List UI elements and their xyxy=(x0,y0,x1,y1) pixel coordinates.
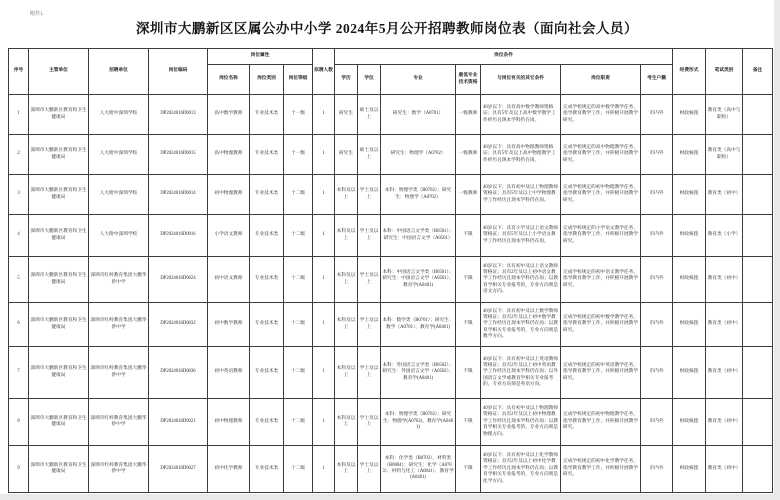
cell-education: 研究生 xyxy=(335,135,358,175)
cell-funding: 财政核拨 xyxy=(673,135,706,175)
cell-job-category: 专业技术类 xyxy=(250,215,284,257)
col-header-employer: 招聘单位 xyxy=(89,49,149,95)
cell-major: 本科：物理学类（B0702）；研究生：物理学（A0702） xyxy=(381,175,456,215)
cell-job-category: 专业技术类 xyxy=(250,95,284,135)
cell-remarks xyxy=(743,303,773,347)
cell-major: 本科：数学类（B0701）；研究生：数学（A0701）、教育学(A0401) xyxy=(381,303,456,347)
cell-authority: 深圳市大鹏新区教育和卫生健康局 xyxy=(29,303,89,347)
cell-duties: 完成学校规定的小学语文教学任务，指导教育教学工作，并积极开展教学研究。 xyxy=(561,215,641,257)
cell-min-qualification: 不限 xyxy=(456,347,481,399)
cell-duties: 完成学校规定的初中数学教学任务，指导教育教学工作，并积极开展教学研究。 xyxy=(561,303,641,347)
col-header-exam-category: 笔试类别 xyxy=(706,49,743,95)
cell-authority: 深圳市大鹏新区教育和卫生健康局 xyxy=(29,135,89,175)
cell-major: 本科：化学类（B0703）、材料类（B0804）；研究生：化学（A0703）、材料与化工（A0841）、教育学(A0401) xyxy=(381,446,456,493)
cell-min-qualification: 一级教师 xyxy=(456,135,481,175)
cell-education: 本科及以上 xyxy=(335,175,358,215)
cell-job-code: DP2024016D0013 xyxy=(149,95,208,135)
cell-index: 5 xyxy=(9,257,29,303)
cell-residency: 市内外 xyxy=(641,257,673,303)
cell-employer: 深圳市红岭教育集团大鹏华侨中学 xyxy=(89,347,149,399)
cell-other-conditions: 40岁以下；具有高中数学教师资格证；具有5年及以上高中数学教学工作经历且现本学科仍在岗。 xyxy=(481,95,561,135)
cell-major: 本科：外国语言文学类（B0502）；研究生：外国语言文学（A0502）、教育学(A0401) xyxy=(381,347,456,399)
cell-funding: 财政核拨 xyxy=(673,175,706,215)
cell-job-code: DP2024016D0024 xyxy=(149,257,208,303)
cell-degree: 学士及以上 xyxy=(358,215,381,257)
cell-job-title: 初中化学教师 xyxy=(208,446,250,493)
cell-job-grade: 十二级 xyxy=(284,303,313,347)
cell-remarks xyxy=(743,257,773,303)
col-header-job-category: 岗位类别 xyxy=(250,65,284,95)
cell-job-title: 初中英语教师 xyxy=(208,347,250,399)
col-header-index: 序号 xyxy=(9,49,29,95)
cell-min-qualification: 不限 xyxy=(456,303,481,347)
page-title: 深圳市大鹏新区区属公办中小学 2024年5月公开招聘教师岗位表（面向社会人员） xyxy=(135,21,639,36)
cell-funding: 财政核拨 xyxy=(673,446,706,493)
cell-authority: 深圳市大鹏新区教育和卫生健康局 xyxy=(29,399,89,446)
cell-exam-category: 教育类（初中） xyxy=(706,175,743,215)
cell-degree: 学士及以上 xyxy=(358,399,381,446)
col-header-degree: 学位 xyxy=(358,65,381,95)
cell-job-title: 高中物理教师 xyxy=(208,135,250,175)
cell-employer: 人大附中深圳学校 xyxy=(89,95,149,135)
cell-authority: 深圳市大鹏新区教育和卫生健康局 xyxy=(29,257,89,303)
cell-authority: 深圳市大鹏新区教育和卫生健康局 xyxy=(29,175,89,215)
cell-duties: 完成学校规定的高中数学教学任务，指导教育教学工作，并积极开展教学研究。 xyxy=(561,95,641,135)
col-header-residency: 考生户籍 xyxy=(641,65,673,95)
cell-headcount: 1 xyxy=(313,347,335,399)
cell-job-category: 专业技术类 xyxy=(250,135,284,175)
cell-residency: 市内外 xyxy=(641,95,673,135)
cell-employer: 深圳市红岭教育集团大鹏华侨中学 xyxy=(89,303,149,347)
cell-job-title: 初中物理教师 xyxy=(208,399,250,446)
cell-residency: 市内外 xyxy=(641,347,673,399)
table-row xyxy=(9,257,773,303)
cell-job-category: 专业技术类 xyxy=(250,303,284,347)
cell-funding: 财政核拨 xyxy=(673,257,706,303)
table-row xyxy=(9,135,773,175)
cell-residency: 市内外 xyxy=(641,135,673,175)
col-header-cond-group: 岗位条件 xyxy=(335,49,673,65)
cell-funding: 财政核拨 xyxy=(673,347,706,399)
cell-education: 本科及以上 xyxy=(335,303,358,347)
cell-headcount: 1 xyxy=(313,135,335,175)
cell-min-qualification: 不限 xyxy=(456,257,481,303)
cell-headcount: 1 xyxy=(313,257,335,303)
cell-remarks xyxy=(743,215,773,257)
cell-residency: 市内外 xyxy=(641,215,673,257)
cell-education: 本科及以上 xyxy=(335,446,358,493)
table-row xyxy=(9,347,773,399)
cell-min-qualification: 一级教师 xyxy=(456,175,481,215)
cell-residency: 市内外 xyxy=(641,175,673,215)
cell-education: 本科及以上 xyxy=(335,347,358,399)
cell-job-code: DP2024016D0027 xyxy=(149,446,208,493)
table-row xyxy=(9,175,773,215)
cell-employer: 深圳市红岭教育集团大鹏华侨中学 xyxy=(89,399,149,446)
cell-major: 研究生：物理学（A0702） xyxy=(381,135,456,175)
cell-job-code: DP2024016D0021 xyxy=(149,399,208,446)
job-table xyxy=(8,48,773,493)
cell-headcount: 1 xyxy=(313,215,335,257)
cell-degree: 学士及以上 xyxy=(358,347,381,399)
cell-employer: 人大附中深圳学校 xyxy=(89,175,149,215)
cell-exam-category: 教育类（初中） xyxy=(706,399,743,446)
cell-job-title: 初中物理教师 xyxy=(208,175,250,215)
cell-exam-category: 教育类（初中） xyxy=(706,257,743,303)
cell-employer: 人大附中深圳学校 xyxy=(89,135,149,175)
cell-remarks xyxy=(743,446,773,493)
cell-funding: 财政核拨 xyxy=(673,303,706,347)
cell-exam-category: 教育类（初中） xyxy=(706,303,743,347)
cell-exam-category: 教育类（初中） xyxy=(706,446,743,493)
cell-duties: 完成学校规定的初中英语教学任务，指导教育教学工作，并积极开展教学研究。 xyxy=(561,347,641,399)
cell-funding: 财政核拨 xyxy=(673,399,706,446)
cell-headcount: 1 xyxy=(313,303,335,347)
cell-education: 研究生 xyxy=(335,95,358,135)
cell-residency: 市内外 xyxy=(641,303,673,347)
cell-duties: 完成学校规定的初中化学教学任务，指导教育教学工作，并积极开展教学研究。 xyxy=(561,446,641,493)
cell-job-grade: 十一级 xyxy=(284,95,313,135)
cell-job-category: 专业技术类 xyxy=(250,347,284,399)
cell-other-conditions: 40岁以下；具有初中及以上物理教师资格证；具有5年及以上中学物理教学工作经历且现本学科仍在岗。 xyxy=(481,175,561,215)
table-row xyxy=(9,399,773,446)
cell-other-conditions: 40岁以下；具有高中物理教师资格证；具有5年及以上高中物理教学工作经历且现本学科仍在岗。 xyxy=(481,135,561,175)
cell-remarks xyxy=(743,399,773,446)
cell-headcount: 1 xyxy=(313,399,335,446)
cell-job-title: 小学语文教师 xyxy=(208,215,250,257)
cell-degree: 硕士及以上 xyxy=(358,95,381,135)
cell-employer: 人大附中深圳学校 xyxy=(89,215,149,257)
cell-job-grade: 十二级 xyxy=(284,215,313,257)
cell-headcount: 1 xyxy=(313,175,335,215)
table-row xyxy=(9,303,773,347)
cell-employer: 深圳市红岭教育集团大鹏华侨中学 xyxy=(89,257,149,303)
cell-min-qualification: 不限 xyxy=(456,215,481,257)
cell-index: 9 xyxy=(9,446,29,493)
cell-degree: 学士及以上 xyxy=(358,446,381,493)
cell-index: 1 xyxy=(9,95,29,135)
col-header-job-code: 岗位编码 xyxy=(149,49,208,95)
cell-job-category: 专业技术类 xyxy=(250,175,284,215)
cell-authority: 深圳市大鹏新区教育和卫生健康局 xyxy=(29,347,89,399)
table-row xyxy=(9,215,773,257)
cell-major: 本科：物理学类（B0702）；研究生：物理学(A0702)、教育学(A0401) xyxy=(381,399,456,446)
cell-remarks xyxy=(743,347,773,399)
col-header-attr-group: 岗位属性 xyxy=(208,49,313,65)
cell-job-title: 初中数学教师 xyxy=(208,303,250,347)
cell-employer: 深圳市红岭教育集团大鹏华侨中学 xyxy=(89,446,149,493)
col-header-authority: 主管单位 xyxy=(29,49,89,95)
cell-duties: 完成学校规定的初中物理教学任务，指导教育教学工作，并积极开展教学研究。 xyxy=(561,399,641,446)
cell-major: 本科：中国语言文学类（B0501）；研究生：中国语言文学（A0501）、教育学(A0401) xyxy=(381,257,456,303)
cell-degree: 学士及以上 xyxy=(358,175,381,215)
cell-min-qualification: 不限 xyxy=(456,446,481,493)
cell-authority: 深圳市大鹏新区教育和卫生健康局 xyxy=(29,215,89,257)
cell-remarks xyxy=(743,135,773,175)
cell-major: 研究生：数学（A0701） xyxy=(381,95,456,135)
cell-degree: 学士及以上 xyxy=(358,303,381,347)
cell-exam-category: 教育类（高中与职校） xyxy=(706,135,743,175)
cell-residency: 市内外 xyxy=(641,399,673,446)
cell-authority: 深圳市大鹏新区教育和卫生健康局 xyxy=(29,446,89,493)
cell-other-conditions: 40岁以下；具有初中及以上英语教师资格证；具有2年及以上初中英语教学工作经历且现本学科仍在岗；以外国语言文学或教育学相关专业报考的，专业方向须是英语方向。 xyxy=(481,347,561,399)
cell-other-conditions: 40岁以下；具有初中及以上化学教师资格证；具有2年及以上初中化学教学工作经历且现本学科仍在岗；以教育学相关专业报考的，专业方向须是化学方向。 xyxy=(481,446,561,493)
cell-job-category: 专业技术类 xyxy=(250,446,284,493)
cell-index: 8 xyxy=(9,399,29,446)
table-row xyxy=(9,95,773,135)
cell-exam-category: 教育类（初中） xyxy=(706,347,743,399)
cell-job-code: DP2024016D0036 xyxy=(149,347,208,399)
col-header-job-title: 岗位名称 xyxy=(208,65,250,95)
cell-job-grade: 十二级 xyxy=(284,399,313,446)
cell-job-code: DP2024016D0014 xyxy=(149,175,208,215)
col-header-major: 专业 xyxy=(381,65,456,95)
attachment-label: 附件1. xyxy=(30,12,44,17)
cell-job-title: 初中语文教师 xyxy=(208,257,250,303)
col-header-min-qualification: 最低专业技术资格 xyxy=(456,65,481,95)
cell-funding: 财政核拨 xyxy=(673,215,706,257)
cell-degree: 学士及以上 xyxy=(358,257,381,303)
cell-duties: 完成学校规定的初中物理教学任务，指导教育教学工作，并积极开展教学研究。 xyxy=(561,175,641,215)
cell-job-title: 高中数学教师 xyxy=(208,95,250,135)
cell-headcount: 1 xyxy=(313,95,335,135)
cell-residency: 市内外 xyxy=(641,446,673,493)
cell-other-conditions: 40岁以下；具有初中及以上语文教师资格证；具有2年及以上初中语文教学工作经历且现本学科仍在岗；以教育学相关专业报考的，专业方向须是语文方向。 xyxy=(481,257,561,303)
cell-job-grade: 十二级 xyxy=(284,446,313,493)
col-header-job-grade: 岗位等级 xyxy=(284,65,313,95)
col-header-education: 学历 xyxy=(335,65,358,95)
cell-funding: 财政核拨 xyxy=(673,95,706,135)
col-header-headcount: 拟聘人数 xyxy=(313,49,335,95)
cell-education: 本科及以上 xyxy=(335,215,358,257)
cell-job-category: 专业技术类 xyxy=(250,399,284,446)
col-header-duties: 岗位职责 xyxy=(561,65,641,95)
cell-job-category: 专业技术类 xyxy=(250,257,284,303)
cell-degree: 硕士及以上 xyxy=(358,135,381,175)
cell-exam-category: 教育类（小学） xyxy=(706,215,743,257)
cell-major: 本科：中国语言文学类（B0501）；研究生：中国语言文学（A0501） xyxy=(381,215,456,257)
cell-min-qualification: 一级教师 xyxy=(456,95,481,135)
cell-job-grade: 十二级 xyxy=(284,347,313,399)
cell-duties: 完成学校规定的高中物理教学任务，指导教育教学工作，并积极开展教学研究。 xyxy=(561,135,641,175)
table-row xyxy=(9,446,773,493)
cell-index: 2 xyxy=(9,135,29,175)
cell-job-code: DP2024016D0016 xyxy=(149,215,208,257)
cell-job-code: DP2024016D0032 xyxy=(149,303,208,347)
cell-index: 6 xyxy=(9,303,29,347)
cell-index: 3 xyxy=(9,175,29,215)
cell-job-grade: 十二级 xyxy=(284,175,313,215)
cell-duties: 完成学校规定的初中语文教学任务，指导教育教学工作，并积极开展教学研究。 xyxy=(561,257,641,303)
cell-other-conditions: 40岁以下；具有小学及以上语文教师资格证；具有5年及以上小学语文教学工作经历且现本学科仍在岗。 xyxy=(481,215,561,257)
cell-remarks xyxy=(743,175,773,215)
cell-headcount: 1 xyxy=(313,446,335,493)
cell-exam-category: 教育类（高中与职校） xyxy=(706,95,743,135)
cell-min-qualification: 不限 xyxy=(456,399,481,446)
cell-job-grade: 十一级 xyxy=(284,135,313,175)
col-header-funding: 经费形式 xyxy=(673,49,706,95)
header-row-groups xyxy=(9,49,773,65)
cell-job-code: DP2024016D0015 xyxy=(149,135,208,175)
cell-job-grade: 十二级 xyxy=(284,257,313,303)
cell-other-conditions: 40岁以下；具有初中及以上物理教师资格证；具有2年及以上初中物理教学工作经历且现本学科仍在岗；以教育学相关专业报考的，专业方向须是物理方向。 xyxy=(481,399,561,446)
cell-education: 本科及以上 xyxy=(335,257,358,303)
cell-education: 本科及以上 xyxy=(335,399,358,446)
cell-other-conditions: 40岁以下；具有初中及以上数学教师资格证；具有2年及以上初中数学教学工作经历且现本学科仍在岗；以教育学相关专业报考的，专业方向须是数学方向。 xyxy=(481,303,561,347)
cell-remarks xyxy=(743,95,773,135)
col-header-other-conditions: 与岗位有关的其它条件 xyxy=(481,65,561,95)
cell-index: 4 xyxy=(9,215,29,257)
cell-authority: 深圳市大鹏新区教育和卫生健康局 xyxy=(29,95,89,135)
cell-index: 7 xyxy=(9,347,29,399)
col-header-remarks: 备注 xyxy=(743,49,773,95)
